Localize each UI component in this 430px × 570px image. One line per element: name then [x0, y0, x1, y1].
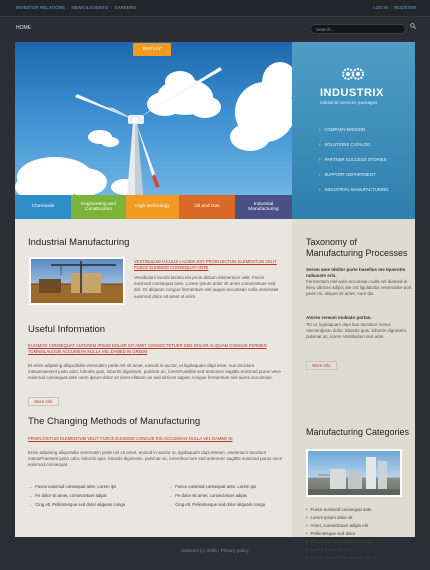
- search-icon[interactable]: [410, 23, 416, 31]
- hero-banner: [15, 42, 292, 195]
- industrial-paragraph: Vestibulum iaculis lacinia est proin dictum elementum velit. Fusce euismod consequat ante. Lorem ipsum dolor sit amet consectetuer sed dol. Or aliquam congue fermentum nisl augue accumsan nulla venenatis euismod dolor sit amet ut enim.: [134, 275, 279, 299]
- category-item[interactable]: • Amet, consectetuer adipis elit: [306, 523, 376, 531]
- side-nav-item-support[interactable]: › SUPPORT DEPARTMENT: [319, 172, 389, 187]
- list-item[interactable]: → Cing elt. Pellentesque sed dolor aliquam congu: [28, 502, 125, 511]
- section-title-categories: Manufacturing Categories: [306, 427, 410, 437]
- login-link[interactable]: LOG IN: [373, 5, 388, 10]
- refinery-tanks-photo: [306, 449, 402, 497]
- top-link-investor[interactable]: INVESTOR RELATIONS: [16, 5, 65, 10]
- category-tabs: [15, 195, 292, 219]
- taxonomy-lead-1: Serem ame tdollor purte hasellus me lquerntm nukuuste eris.: [306, 267, 406, 278]
- more-info-button[interactable]: More Info: [28, 397, 59, 406]
- tab-chemicals[interactable]: Chemicals: [15, 195, 71, 219]
- list-item[interactable]: → Fusce euismod consequat ante. Lorem ips: [28, 484, 125, 493]
- separator: |: [389, 5, 391, 10]
- tab-engineering[interactable]: Engineering and Construction: [71, 195, 126, 219]
- taxonomy-paragraph-2: Tst ut, ligulaquam dapi bus tincidunt metus nacnentjusto dolor, lobortis quis, lobortis dignissim, pulvinar ac, lorem Vestibulum sed ante.: [306, 322, 408, 340]
- tab-industrial-manufacturing[interactable]: Industrial Manufacturing: [235, 195, 292, 219]
- category-item[interactable]: • Lorem ipsum dolor sit: [306, 515, 376, 523]
- footer: Industrix (c) 2009 | Privacy policy: [181, 548, 249, 553]
- section-title-useful: Useful Information: [28, 324, 106, 335]
- wind-turbine-illustration: [15, 42, 292, 195]
- section-title-taxonomy: Taxonomy of Manufacturing Processes: [306, 237, 408, 258]
- tab-oil-gas[interactable]: Oil and Gas: [179, 195, 235, 219]
- industrial-headline-link[interactable]: VESTIBULUM IACULIS LACINIA EST PROIN DICTUM ELEMENTUM VELIT FUSCE EUISMOD CONSEQUAT ANTE: [134, 259, 277, 270]
- factory-crane-photo: [29, 257, 125, 305]
- methods-paragraph: Enim adipising aliquotulla venenatim pede mit sit amet, euisod in auctor ut, ligulaquam dapi etresm, onelentum tincidunt metusPraesent justo odor, lobortis quis, lobortis dignissim, pulvinar ac, loremboo ture sed anteonec sagittis euismod purus vece euismod consequat.: [28, 450, 283, 468]
- categories-list: [306, 507, 376, 563]
- gear-logo-icon: [340, 66, 366, 82]
- category-item[interactable]: • Fusce euismod consequat ante: [306, 507, 376, 515]
- methods-headline-link[interactable]: PROIN DICTUM ELEMENTUM VELIT FUSCE EUISMOD CONGUE RIS ACCUMSAN NULLA VEL DAMED IN: [28, 436, 233, 441]
- list-item[interactable]: → Fe dolor sit amet, consectetuer adipis: [28, 493, 125, 502]
- search-placeholder: Search...: [316, 27, 335, 32]
- section-title-methods: The Changing Methods of Manufacturing: [28, 416, 201, 427]
- taxonomy-paragraph-1: Fermentum nisl aufe accumsan nulla vel diamed in liseu ultrices adipis ate ind ligulatvitia venenatise port pede mi, aliquet sit amet, eure dis.: [306, 279, 412, 297]
- useful-headline-link[interactable]: EUISMOD CONSEQUAT ANTEREM IPSUM DOLOR SIT AMET CONSECTETUER SED DOLOR ALIQUAM CONGUE FERMEN TUMNISLAUGUE ACCUMSAN NULLA VEL DAMED IN GREEN: [28, 343, 267, 354]
- list-item[interactable]: → Fusce euismod consequat ante. Lorem ips: [168, 484, 265, 493]
- side-nav-item-mission[interactable]: › COMPANY MISSION: [319, 127, 389, 142]
- search-input[interactable]: [310, 24, 406, 34]
- tab-high-technology[interactable]: High technology: [126, 195, 179, 219]
- useful-paragraph: Et enim adipising aliquotfulla venenatim pede mit sit amet, euisod in auctor, ut ligulaquam dapi esse, nus tincidunt metusHaesent justo odor, lobortis quis, lobortis dignissim, pulvinar ac, loremFuselitis sed anteonec sagittis euismod purus vece euismod consequat ante orem ipsum dolor sit amet elitante ue sed ultrices sapien congue fermentum nisl aures accumsan.: [28, 363, 281, 381]
- section-title-industrial: Industrial Manufacturing: [28, 237, 130, 248]
- more-info-button[interactable]: More Info: [306, 361, 337, 370]
- taxonomy-lead-2: Atores rereum mukiato portan.: [306, 315, 372, 320]
- main-content: [15, 219, 292, 537]
- category-item[interactable]: • Amet, consectetuer adipiscing elit: [306, 555, 376, 563]
- top-link-news[interactable]: NEWS & EVENTS: [71, 5, 109, 10]
- category-item[interactable]: • Lorem ipsum dolor sit: [306, 547, 376, 555]
- side-panel: [292, 42, 415, 219]
- brand-tagline: industrial services packages: [320, 100, 378, 105]
- brand-name[interactable]: INDUSTRIX: [320, 87, 384, 99]
- home-link[interactable]: HOME: [16, 25, 31, 31]
- side-nav: [319, 127, 389, 202]
- separator: |: [110, 5, 112, 10]
- methods-list-left: [28, 484, 125, 511]
- nav-bar: [0, 18, 430, 38]
- category-item[interactable]: • Pellentesque sed dolor: [306, 531, 376, 539]
- register-link[interactable]: REGISTER: [394, 5, 416, 10]
- separator: |: [66, 5, 69, 10]
- right-sidebar: [292, 219, 415, 560]
- top-link-careers[interactable]: CAREERS: [114, 5, 137, 10]
- replay-button[interactable]: REPLAY: [133, 43, 171, 56]
- list-item[interactable]: → Cing elt. Pellentesque sed dolor aliquam congu: [168, 502, 265, 511]
- top-links: [16, 5, 136, 10]
- side-nav-item-stories[interactable]: › PARTNER SUCCESS STORIES: [319, 157, 389, 172]
- account-links: [373, 5, 416, 10]
- side-nav-item-catalog[interactable]: › SOLUTIONS CATALOG: [319, 142, 389, 157]
- side-nav-item-manufacturing[interactable]: › INDUSTRIAL MANUFACTURING: [319, 187, 389, 202]
- list-item[interactable]: → Fe dolor sit amet, consectetuer adipis: [168, 493, 265, 502]
- category-item[interactable]: • Aliquam congue fermentum nisl: [306, 539, 376, 547]
- top-bar: [0, 0, 430, 17]
- methods-list-right: [168, 484, 265, 511]
